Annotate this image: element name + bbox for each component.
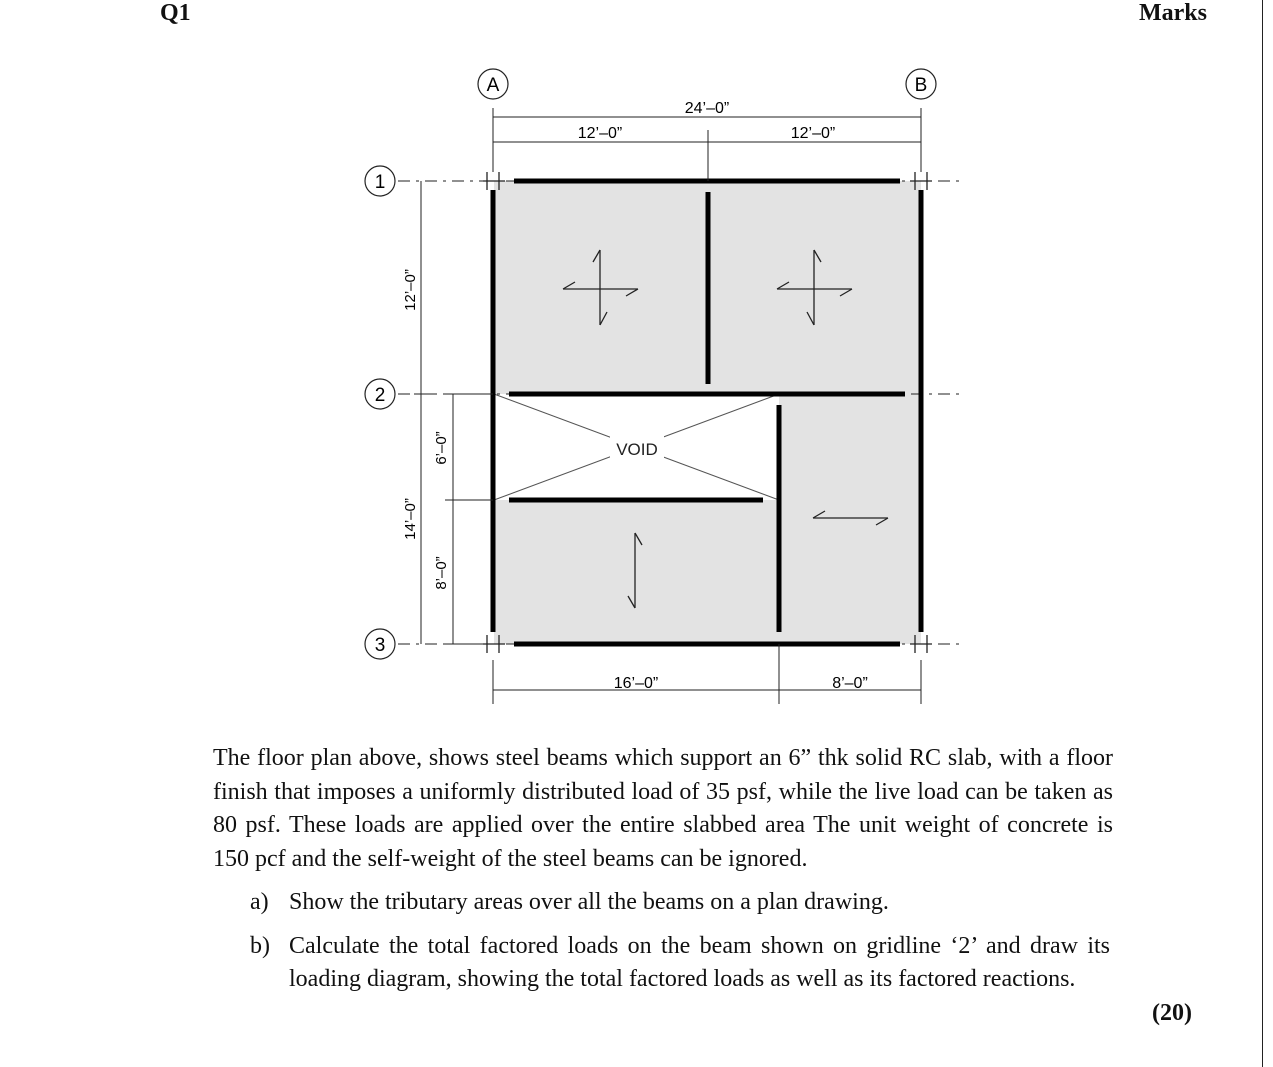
svg-text:A: A [486,75,500,96]
dim-inner-lower: 8’–0” [433,556,450,590]
dim-bottom-left: 16’–0” [613,675,659,692]
question-number: Q1 [160,0,191,26]
marks-heading: Marks [1139,0,1207,26]
dim-top-right: 12’–0” [790,125,836,142]
grid-bubble-2 [365,379,395,409]
question-parts [250,886,1110,1007]
slab-panel-right [779,394,921,644]
dim-overall-top: 24’–0” [684,100,730,117]
svg-text:2: 2 [374,385,386,406]
total-marks: (20) [1152,1000,1192,1026]
part-b-text: Calculate the total factored loads on the beam shown on gridline ‘2’ and draw its loading diagram, showing the total factored loads as well as its factored reactions. [289,933,1110,992]
part-b-label: b) [250,933,270,959]
grid-bubble-a [478,69,508,99]
grid-bubble-1 [365,166,395,196]
svg-text:1: 1 [374,172,386,193]
dim-inner-upper: 6’–0” [433,431,450,465]
slab-panel-lower [494,500,779,644]
dim-top-left: 12’–0” [577,125,623,142]
svg-text:B: B [914,75,928,96]
grid-bubble-b [906,69,936,99]
part-a [250,886,1110,919]
part-a-text: Show the tributary areas over all the beams on a plan drawing. [289,889,889,915]
part-b [250,930,1110,996]
svg-text:3: 3 [374,635,386,656]
dim-left-row12: 12’–0” [402,269,419,311]
grid-bubble-3 [365,629,395,659]
void-label: VOID [616,440,658,459]
part-a-label: a) [250,889,269,915]
problem-statement: The floor plan above, shows steel beams which support an 6” thk solid RC slab, with a floor finish that imposes a uniformly distributed load of 35 psf, while the live load can be taken as 80 psf. These loads are applied over the entire slabbed area The unit weight of concrete is 150 pcf and the self-weight of the steel beams can be ignored. [213,745,1113,872]
dim-left-row23: 14’–0” [402,498,419,540]
dim-bottom-right: 8’–0” [832,675,868,692]
